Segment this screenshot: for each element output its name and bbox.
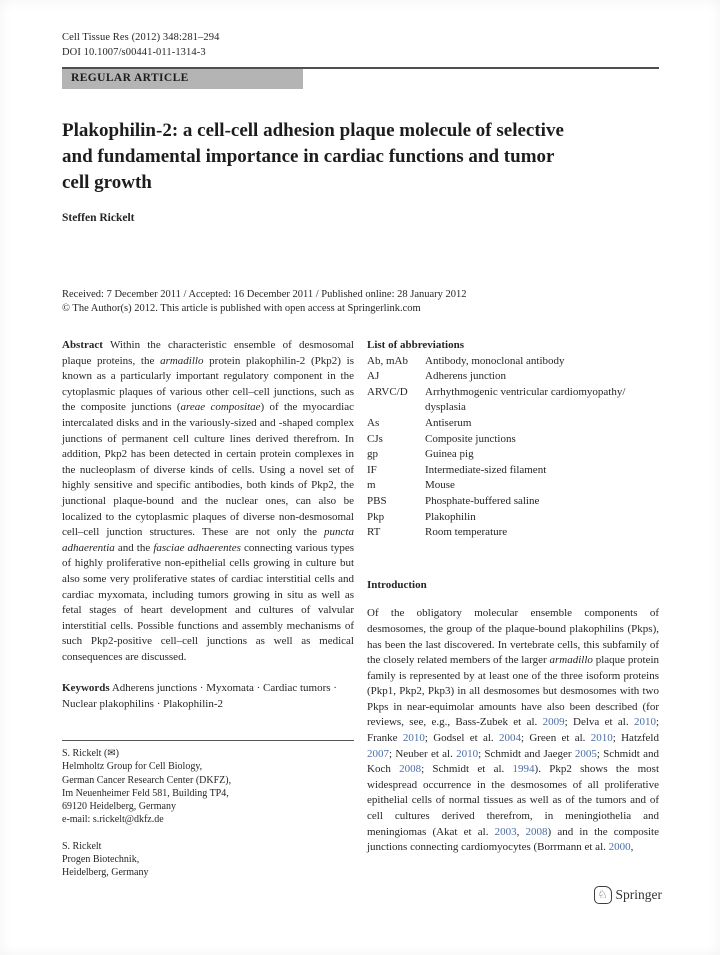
address-line: e-mail: s.rickelt@dkfz.de — [62, 814, 164, 826]
introduction-text — [367, 607, 659, 853]
abbreviation-term: Ab, mAb — [367, 354, 408, 367]
abstract-text — [62, 339, 354, 663]
abbreviations-list — [367, 354, 659, 541]
journal-doi: DOI 10.1007/s00441-011-1314-3 — [62, 47, 206, 58]
citation-year-link[interactable]: 2010 — [456, 747, 479, 760]
abbreviation-definition: Room temperature — [425, 526, 508, 539]
address-line: S. Rickelt — [62, 840, 102, 852]
text-run: connecting various types of highly proliferative non-epithelial cells growing in culture but also some very proliferative states of cardiac interstitial cells and cardiac myxomata, including tumors growing in situ as well as fetal stages of heart development and cultures of valvular interstitial cells. Possible functions and assembly mechanisms of such Pkp2-positive cell–cell junctions as well as medical consequences are discussed. — [62, 541, 354, 663]
abbreviation-definition: Intermediate-sized filament — [425, 463, 547, 476]
abbreviation-row — [367, 525, 659, 541]
citation-year-link[interactable]: 2005 — [574, 747, 597, 760]
abbreviation-row — [367, 369, 659, 385]
abstract-paragraph — [62, 338, 354, 665]
citation-year-link[interactable]: 2010 — [590, 732, 613, 745]
abbreviation-row — [367, 432, 659, 448]
correspondence-secondary-address — [62, 840, 354, 880]
introduction-heading: Introduction — [367, 578, 427, 591]
italic-term: armadillo — [160, 354, 204, 367]
abbreviation-row — [367, 478, 659, 494]
italic-term: puncta adhaerentia — [62, 526, 354, 554]
citation-year-link[interactable]: 2003 — [494, 825, 517, 838]
address-line: Helmholtz Group for Cell Biology, — [62, 761, 203, 773]
text-run: ; Green et al. — [520, 732, 591, 745]
citation-year-link[interactable]: 2010 — [402, 732, 425, 745]
text-run: , — [516, 825, 526, 838]
text-run: ; Schmidt and Jaeger — [478, 747, 575, 760]
abbreviations-heading: List of abbreviations — [367, 339, 464, 351]
abbreviation-definition: Composite junctions — [425, 432, 516, 445]
address-line: Im Neuenheimer Feld 581, Building TP4, — [62, 787, 229, 799]
address-line: S. Rickelt (✉) — [62, 748, 119, 759]
correspondence-block — [62, 740, 354, 880]
citation-year-link[interactable]: 2009 — [542, 716, 565, 729]
abbreviation-term: PBS — [367, 494, 387, 507]
introduction-paragraph — [367, 606, 659, 856]
citation-year-link[interactable]: 2008 — [525, 825, 548, 838]
footnote-rule — [62, 740, 354, 741]
text-run: ; Godsel et al. — [424, 732, 499, 745]
springer-logo — [594, 886, 663, 904]
abbreviation-row — [367, 463, 659, 479]
keywords-text: Adherens junctions · Myxomata · Cardiac tumors · Nuclear plakophilins · Plakophilin-2 — [62, 682, 337, 711]
address-line: Heidelberg, Germany — [62, 867, 149, 879]
correspondence-primary-address — [62, 747, 354, 827]
journal-citation: Cell Tissue Res (2012) 348:281–294 — [62, 32, 220, 43]
page-header — [62, 30, 659, 89]
abbreviation-term: As — [367, 416, 380, 429]
text-run: ) and in the composite junctions connecting cardiomyocytes (Borrmann et al. — [367, 825, 659, 854]
citation-year-link[interactable]: 2004 — [498, 732, 521, 745]
abbreviation-term: IF — [367, 463, 377, 476]
received-accepted-line: Received: 7 December 2011 / Accepted: 16 December 2011 / Published online: 28 January 2012 — [62, 289, 467, 300]
text-run: protein plakophilin-2 (Pkp2) is known as a particularly important regulatory component in the cytoplasmic plaques of various other cell–cell junctions, such as the composite junctions ( — [62, 354, 354, 414]
springer-logo-text: Springer — [615, 887, 662, 902]
abbreviation-term: m — [367, 479, 376, 492]
abbreviation-row — [367, 385, 659, 416]
citation-year-link[interactable]: 2008 — [399, 763, 422, 776]
springer-knight-icon: ♘ — [594, 886, 612, 904]
text-run: Of the obligatory molecular ensemble components of desmosomes, the group of the plaque-bound plakophilins (Pkps), has been the last discovered. In vertebrate cells, this subfamily of the closely related members of the larger — [367, 607, 659, 667]
text-run: Within the characteristic ensemble of desmosomal plaque proteins, the — [62, 339, 354, 367]
italic-term: armadillo — [549, 654, 593, 667]
abbreviation-term: ARVC/D — [367, 385, 408, 398]
address-line: German Cancer Research Center (DKFZ), — [62, 774, 232, 786]
text-run: and the — [114, 541, 154, 554]
text-run: , — [630, 841, 634, 854]
italic-term: areae compositae — [180, 401, 261, 414]
citation-year-link[interactable]: 2000 — [608, 841, 631, 854]
article-type-banner: REGULAR ARTICLE — [62, 69, 303, 89]
abbreviation-term: AJ — [367, 370, 380, 383]
citation-year-link[interactable]: 2010 — [633, 716, 656, 729]
address-line: 69120 Heidelberg, Germany — [62, 801, 176, 813]
text-run: plaque protein family is represented by at least one of the three isoform proteins (Pkp1, Pkp2, Pkp3) in all desmosomes but desmosomes with two Pkps in near-equimolar amounts have also been described (for reviews, see, e.g., Bass-Zubek et al. — [367, 654, 660, 729]
text-run: ). Pkp2 shows the most widespread occurrence in the desmosomes of all proliferative epithelial cells of normal tissues as well as of the tumors and of cell cultures derived therefrom, in meningiothelia and meningiomas (Akat et al. — [367, 763, 659, 838]
abbreviation-term: RT — [367, 526, 381, 539]
abbreviation-definition: Plakophilin — [425, 510, 476, 523]
text-run: ; Delva et al. — [564, 716, 634, 729]
abbreviation-row — [367, 510, 659, 526]
abbreviation-row — [367, 416, 659, 432]
abbreviation-definition: Antibody, monoclonal antibody — [425, 354, 565, 367]
abbreviation-row — [367, 447, 659, 463]
abbreviation-row — [367, 494, 659, 510]
text-run: ; Hatzfeld — [612, 732, 659, 745]
article-title: Plakophilin-2: a cell-cell adhesion plaque molecule of selective and fundamental importance in cardiac functions and tumor cell growth — [62, 120, 564, 193]
text-run: ; Franke — [367, 716, 660, 745]
abbreviation-definition: Mouse — [425, 479, 455, 492]
address-line: Progen Biotechnik, — [62, 854, 140, 866]
text-run: ; Neuber et al. — [389, 747, 457, 760]
keywords-paragraph — [62, 681, 354, 712]
text-run: ; Schmidt and Koch — [367, 747, 659, 776]
abbreviation-definition: Arrhythmogenic ventricular cardiomyopathy/ dysplasia — [425, 385, 626, 414]
abbreviation-definition: Phosphate-buffered saline — [425, 494, 540, 507]
italic-term: fasciae adhaerentes — [153, 541, 241, 554]
citation-year-link[interactable]: 1994 — [512, 763, 535, 776]
abbreviation-term: CJs — [367, 432, 383, 445]
abbreviation-definition: Guinea pig — [425, 448, 474, 461]
abstract-label: Abstract — [62, 339, 103, 351]
abbreviation-row — [367, 354, 659, 370]
abbreviation-term: gp — [367, 448, 378, 461]
author-name: Steffen Rickelt — [62, 212, 135, 224]
right-column — [367, 338, 659, 856]
copyright-line: © The Author(s) 2012. This article is published with open access at Springerlink.com — [62, 303, 421, 314]
text-run: ; Schmidt et al. — [421, 763, 513, 776]
abbreviation-definition: Adherens junction — [425, 370, 506, 383]
text-run: ) of the myocardiac intercalated disks and in the variously-sized and -shaped complex junctions of permanent cell culture lines derived therefrom. In addition, Pkp2 has been detected in certain protein complexes in the nucleoplasm of diverse kinds of cells. Using a novel set of highly sensitive and specific antibodies, both kinds of Pkp2, the junctional plaque-bound and the nuclear ones, can also be localized to the cytoplasmic plaques of diverse non-desmosomal cell–cell junction structures. These are not only the — [62, 401, 354, 539]
citation-year-link[interactable]: 2007 — [367, 747, 389, 760]
abbreviation-term: Pkp — [367, 510, 385, 523]
keywords-label: Keywords — [62, 682, 110, 695]
abbreviation-definition: Antiserum — [425, 416, 472, 429]
